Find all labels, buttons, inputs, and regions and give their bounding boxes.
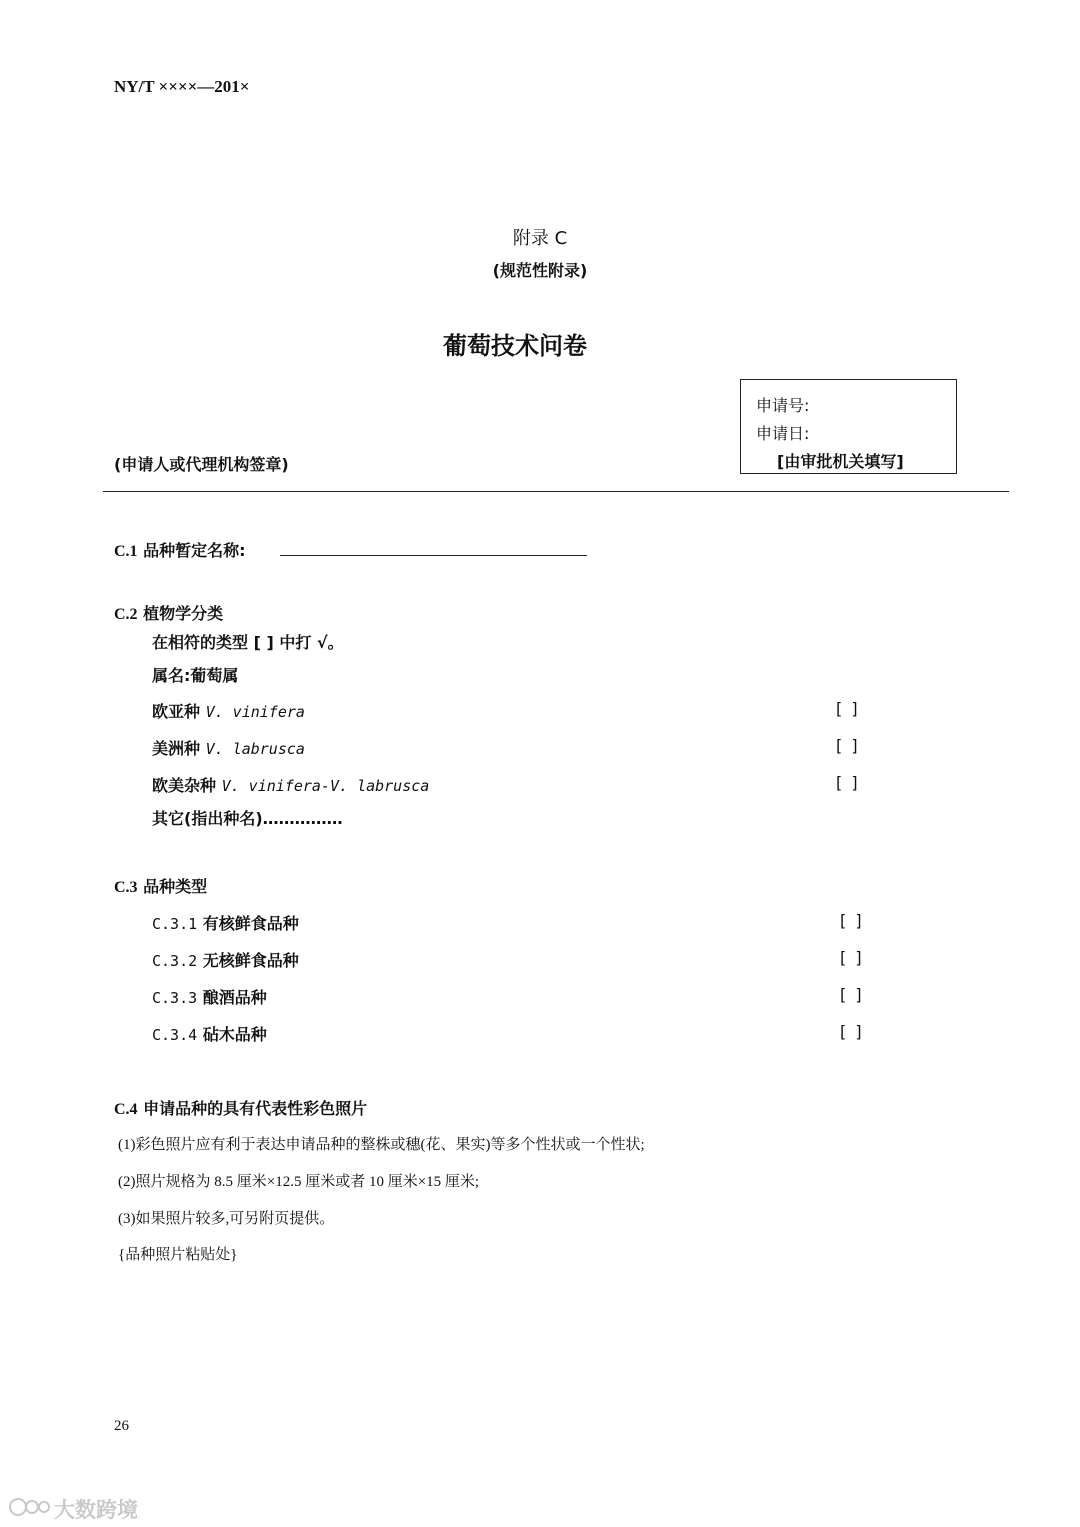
standard-code-text: NY/T ××××—201×: [114, 77, 250, 96]
appendix-subtitle: (规范性附录): [492, 261, 588, 280]
variety-type-code: C.3.1: [152, 915, 198, 933]
variety-type-label: 无核鲜食品种: [202, 951, 299, 970]
species-cn: 欧美杂种: [152, 776, 217, 795]
applicant-signature-label: (申请人或代理机构签章): [114, 455, 289, 474]
photo-note: (3)如果照片较多,可另附页提供。: [118, 1211, 335, 1227]
appendix-title: 附录 C: [512, 228, 568, 249]
species-checkbox[interactable]: [ ]: [836, 773, 860, 792]
standard-code: [114, 77, 250, 97]
application-box-note: [由审批机关填写]: [777, 452, 904, 471]
variety-type-checkbox[interactable]: [ ]: [840, 985, 864, 1004]
genus-label: 属名:葡萄属: [152, 666, 239, 685]
variety-type-row: [152, 1022, 267, 1045]
species-latin: V. vinifera-V. labrusca: [221, 777, 430, 795]
document-title: 葡萄技术问卷: [443, 332, 587, 360]
section-c1: [114, 538, 246, 561]
species-row: [152, 699, 305, 722]
application-info-box: [740, 379, 957, 474]
page-number: 26: [114, 1418, 129, 1434]
application-date-label: 申请日:: [756, 424, 810, 443]
species-checkbox[interactable]: [ ]: [836, 699, 860, 718]
watermark: [8, 1493, 148, 1521]
other-species-label: 其它(指出种名)……………: [152, 809, 343, 828]
section-c2-number: C.2: [114, 606, 138, 623]
species-checkbox[interactable]: [ ]: [836, 736, 860, 755]
species-cn: 美洲种: [152, 739, 201, 758]
photo-note: (1)彩色照片应有利于表达申请品种的整株或穗(花、果实)等多个性状或一个性状;: [118, 1137, 645, 1153]
variety-type-checkbox[interactable]: [ ]: [840, 1022, 864, 1041]
variety-type-code: C.3.3: [152, 989, 198, 1007]
section-c2-instruction: 在相符的类型 [ ] 中打 √。: [152, 633, 344, 652]
species-row: [152, 736, 305, 759]
variety-type-checkbox[interactable]: [ ]: [840, 948, 864, 967]
species-cn: 欧亚种: [152, 702, 201, 721]
photo-paste-area-label: {品种照片粘贴处}: [118, 1247, 238, 1263]
variety-type-row: [152, 985, 267, 1008]
application-number-label: 申请号:: [756, 396, 810, 415]
variety-type-code: C.3.4: [152, 1026, 198, 1044]
variety-name-field[interactable]: [280, 555, 587, 556]
section-c3: [114, 874, 207, 897]
species-latin: V. vinifera: [205, 703, 305, 721]
section-c4-label: 申请品种的具有代表性彩色照片: [143, 1099, 368, 1118]
watermark-logo-icon: [8, 1493, 52, 1521]
watermark-text: 大数跨境: [54, 1498, 138, 1522]
section-c1-label: 品种暂定名称:: [143, 541, 246, 560]
species-row: [152, 773, 429, 796]
section-c3-number: C.3: [114, 879, 138, 896]
section-c2: [114, 601, 223, 624]
variety-type-label: 砧木品种: [202, 1025, 267, 1044]
variety-type-row: [152, 948, 299, 971]
section-c4-number: C.4: [114, 1101, 138, 1118]
variety-type-checkbox[interactable]: [ ]: [840, 911, 864, 930]
photo-note: (2)照片规格为 8.5 厘米×12.5 厘米或者 10 厘米×15 厘米;: [118, 1174, 480, 1190]
section-c1-number: C.1: [114, 543, 138, 560]
section-c3-label: 品种类型: [143, 877, 208, 896]
variety-type-label: 酿酒品种: [202, 988, 267, 1007]
section-c2-label: 植物学分类: [143, 604, 224, 623]
variety-type-label: 有核鲜食品种: [202, 914, 299, 933]
species-latin: V. labrusca: [205, 740, 305, 758]
section-c4: [114, 1096, 367, 1119]
variety-type-row: [152, 911, 299, 934]
header-divider: [103, 491, 1009, 492]
variety-type-code: C.3.2: [152, 952, 198, 970]
